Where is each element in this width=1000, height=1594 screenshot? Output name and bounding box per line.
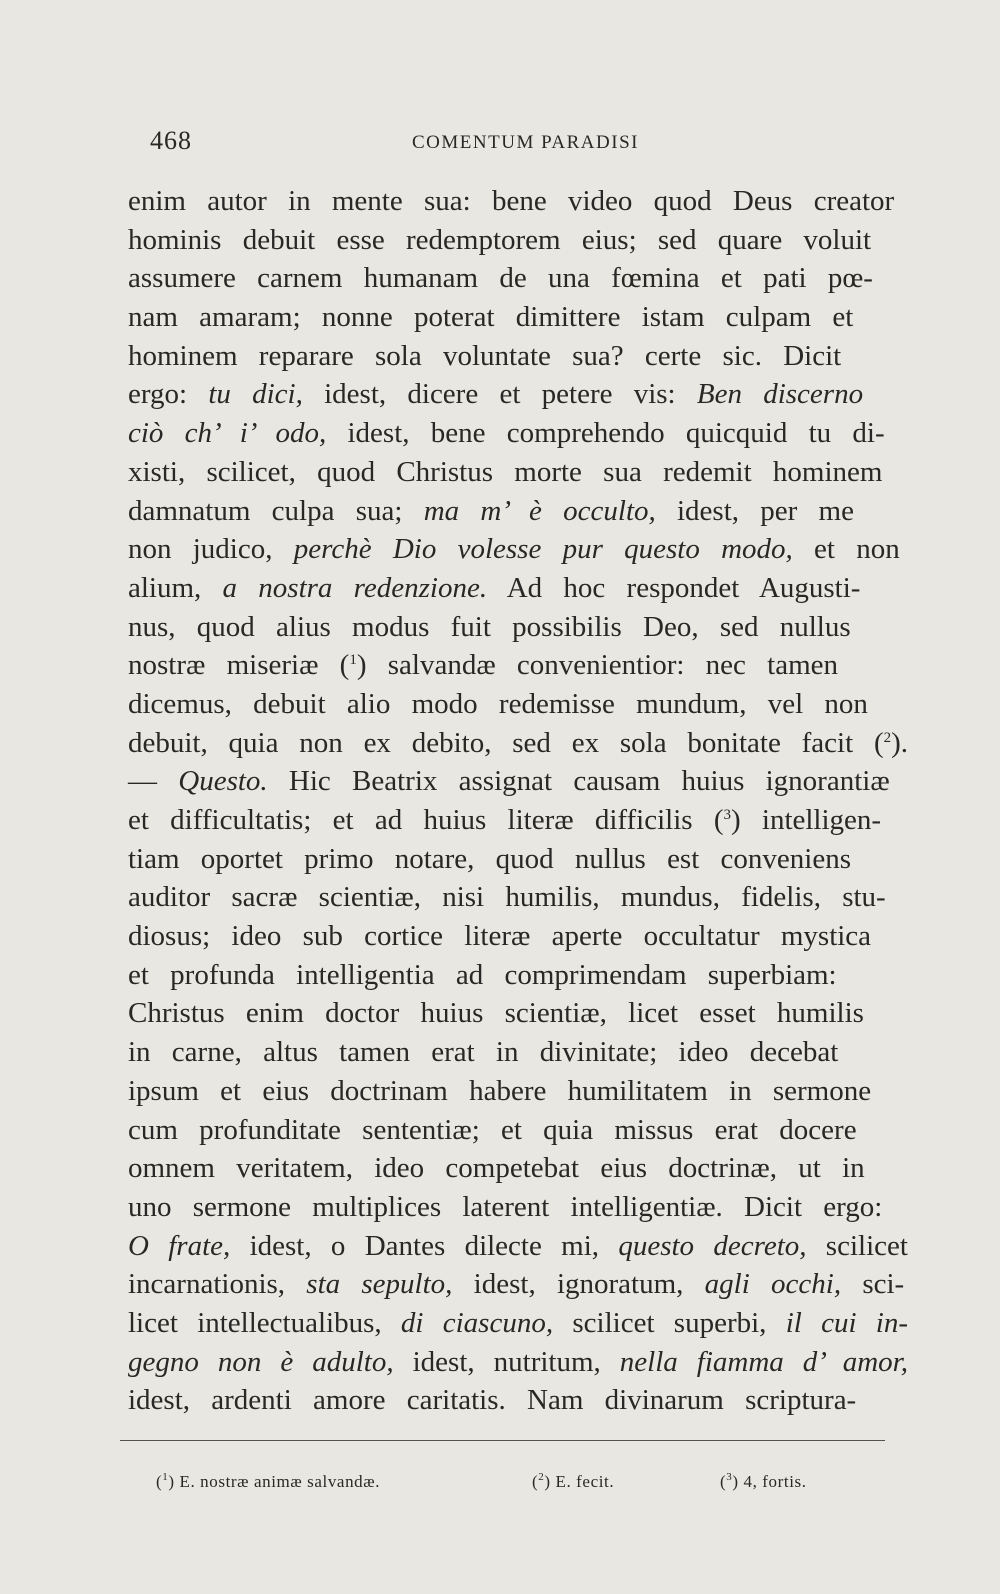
quoted-text: perchè Dio volesse pur questo modo,	[293, 533, 793, 566]
text-segment: idest, ignoratum,	[452, 1268, 705, 1301]
text-segment: assumere carnem humanam de una fœmina et pati pœ-	[128, 262, 873, 295]
quoted-text: nella fiamma d’ amor,	[619, 1345, 908, 1378]
quoted-text: ma m’ è occulto,	[423, 494, 656, 527]
text-segment: et difficultatis; et ad huius literæ difficilis (	[128, 804, 724, 836]
quoted-text: Ben discerno	[696, 378, 864, 411]
text-line	[128, 298, 908, 337]
text-segment: hominis debuit esse redemptorem eius; sed quare voluit	[128, 223, 872, 256]
text-line	[128, 840, 908, 879]
text-segment: idest, bene comprehendo quicquid tu di-	[326, 417, 885, 450]
footnote-1: ($^1$) E. nostræ animæ salvandæ.	[156, 1471, 381, 1491]
text-segment: nostræ miseriæ (	[128, 649, 350, 682]
text-segment: non judico,	[128, 533, 294, 566]
page-number: 468	[150, 126, 192, 155]
quoted-text: O frate,	[128, 1229, 231, 1262]
text-segment: dicemus, debuit alio modo redemisse mundum, vel non	[128, 687, 868, 720]
quoted-text: ciò ch’ i’ odo,	[128, 417, 327, 450]
text-line	[128, 1033, 908, 1072]
text-segment: scilicet	[806, 1229, 908, 1262]
footnotes	[150, 1472, 850, 1502]
text-line	[128, 1149, 908, 1188]
text-segment: alium,	[128, 571, 223, 604]
quoted-text: il cui in-	[785, 1306, 909, 1339]
text-segment: Ad hoc respondet Augusti-	[487, 571, 861, 604]
text-segment: ipsum et eius doctrinam habere humilitatem in sermone	[128, 1074, 872, 1107]
text-segment: idest, nutritum,	[393, 1345, 620, 1378]
running-head: COMENTUM PARADISI	[412, 132, 639, 153]
text-line	[128, 221, 908, 260]
quoted-text: tu dici,	[208, 378, 303, 411]
text-line	[128, 685, 908, 724]
text-line	[128, 646, 908, 685]
footnote-ref: 3	[723, 807, 731, 823]
text-segment: uno sermone multiplices laterent intelligentiæ. Dicit ergo:	[128, 1190, 883, 1223]
text-segment: debuit, quia non ex debito, sed ex sola bonitate facit (	[128, 726, 884, 759]
text-segment: Hic Beatrix assignat causam huius ignorantiæ	[267, 765, 890, 798]
text-segment: ).	[891, 726, 909, 759]
text-line	[128, 453, 908, 492]
text-segment: omnem veritatem, ideo competebat eius doctrinæ, ut in	[128, 1152, 865, 1185]
text-segment: enim autor in mente sua: bene video quod Deus creator	[128, 185, 895, 217]
body-text	[128, 182, 908, 1420]
text-segment: tiam oportet primo notare, quod nullus est conveniens	[128, 842, 851, 875]
text-line	[128, 1072, 908, 1111]
quoted-text: Questo.	[178, 765, 268, 798]
text-line	[128, 1111, 908, 1150]
text-segment: Christus enim doctor huius scientiæ, licet esset humilis	[128, 997, 864, 1030]
text-segment: sci-	[841, 1268, 905, 1301]
text-line	[128, 182, 908, 221]
text-segment: hominem reparare sola voluntate sua? certe sic. Dicit	[128, 339, 842, 372]
quoted-text: agli occhi,	[704, 1268, 842, 1301]
text-segment: auditor sacræ scientiæ, nisi humilis, mundus, fidelis, stu-	[128, 881, 886, 914]
text-line	[128, 878, 908, 917]
text-segment: nam amaram; nonne poterat dimittere istam culpam et	[128, 301, 854, 334]
text-segment: ) salvandæ convenientior: nec tamen	[356, 649, 839, 682]
text-segment: ergo:	[128, 378, 209, 411]
footnote-rule	[120, 1440, 885, 1441]
text-line	[128, 375, 908, 414]
footnote-3: ($^3$) 4, fortis.	[720, 1471, 807, 1491]
text-segment: damnatum culpa sua;	[128, 494, 424, 527]
text-segment: xisti, scilicet, quod Christus morte sua redemit hominem	[128, 455, 883, 488]
text-line	[128, 414, 908, 453]
text-line	[128, 608, 908, 647]
footnote-ref: 2	[883, 729, 892, 746]
text-segment: —	[128, 765, 179, 798]
quoted-text: questo decreto,	[618, 1229, 807, 1262]
text-segment: scilicet superbi,	[553, 1306, 786, 1339]
text-line	[128, 530, 908, 569]
text-segment: idest, ardenti amore caritatis. Nam divinarum scriptura-	[128, 1384, 857, 1417]
page-header	[150, 126, 670, 166]
text-line	[128, 801, 908, 840]
text-line	[128, 917, 908, 956]
text-line	[128, 337, 908, 376]
text-line	[128, 492, 908, 531]
text-segment: et non	[792, 533, 900, 566]
text-line	[128, 724, 908, 763]
text-line	[128, 1227, 908, 1266]
text-segment: in carne, altus tamen erat in divinitate; ideo decebat	[128, 1036, 839, 1069]
text-line	[128, 1381, 908, 1420]
text-line	[128, 1304, 908, 1343]
text-segment: idest, o Dantes dilecte mi,	[230, 1229, 619, 1262]
text-segment: diosus; ideo sub cortice literæ aperte occultatur mystica	[128, 920, 872, 953]
quoted-text: gegno non è adulto,	[128, 1345, 394, 1378]
text-segment: licet intellectualibus,	[128, 1306, 401, 1339]
text-segment: nus, quod alius modus fuit possibilis Deo, sed nullus	[128, 610, 851, 643]
text-segment: incarnationis,	[128, 1268, 307, 1301]
footnote-ref: 1	[349, 652, 357, 669]
text-line	[128, 956, 908, 995]
text-segment: et profunda intelligentia ad comprimendam superbiam:	[128, 958, 837, 991]
quoted-text: sta sepulto,	[306, 1268, 453, 1301]
text-line	[128, 569, 908, 608]
quoted-text: di ciascuno,	[400, 1306, 554, 1339]
text-segment: ) intelligen-	[730, 804, 882, 836]
text-line	[128, 762, 908, 801]
footnote-2: ($^2$) E. fecit.	[532, 1471, 615, 1491]
text-segment: cum profunditate sententiæ; et quia missus erat docere	[128, 1113, 857, 1146]
text-line	[128, 1265, 908, 1304]
text-segment: idest, dicere et petere vis:	[302, 378, 697, 411]
text-line	[128, 994, 908, 1033]
quoted-text: a nostra redenzione.	[222, 571, 488, 604]
text-segment: idest, per me	[655, 494, 854, 527]
text-line	[128, 1188, 908, 1227]
text-line	[128, 259, 908, 298]
text-line	[128, 1343, 908, 1382]
